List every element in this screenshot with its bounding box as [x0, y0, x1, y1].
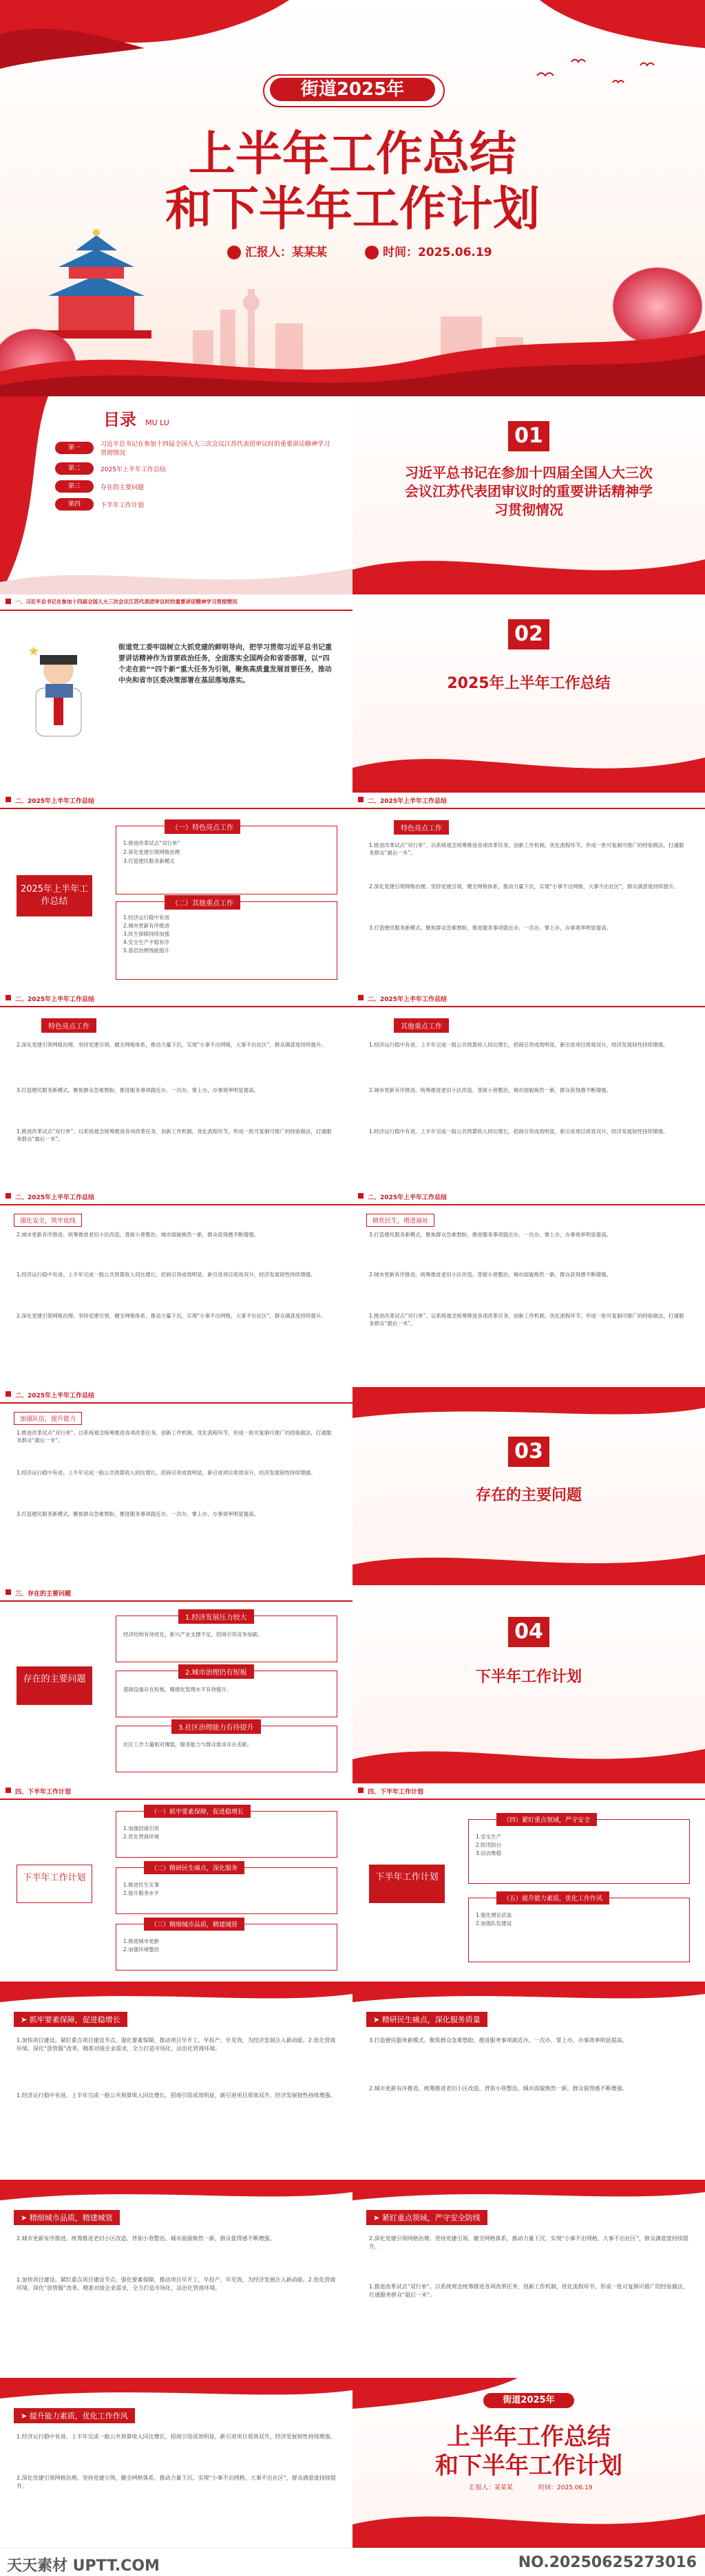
cover-slide — [0, 0, 705, 396]
plan-card-title: （三）精细城市品质，精建城管 — [144, 1918, 244, 1931]
summary-card-2-line: 5.基层治理效能提升 — [123, 947, 170, 954]
section-03-wave — [352, 1544, 705, 1585]
plan-section-title-text: 紧盯重点领域，严守安全防线 — [381, 2213, 481, 2222]
slide-header — [0, 1387, 352, 1404]
feature-para: 1.推进改革试点“双行单”。以系统观念统筹推进各项改革任务，创新工作机制，优化流程环节，形成一批可复制可推广的经验做法，打通服务群众“最后一米”。 — [369, 842, 684, 856]
plan-section-title — [14, 2012, 127, 2027]
summary-card-2-title — [165, 895, 240, 910]
other-para: 2.深化党建引领网格治理。坚持党建引领，健全网格体系，推动力量下沉，实现“小事不出网格，大事不出社区”，群众满意度持续提升。 — [17, 1313, 326, 1319]
other-para: 2.城市更新有序推进。统筹推进老旧小区改造、背街小巷整治，城市面貌焕然一新，群众获得感不断增强。 — [369, 1087, 612, 1093]
feature-para: 2.深化党建引领网格治理。坚持党建引领，健全网格体系，推动力量下沉，实现“小事不出网格，大事不出社区”，群众满意度持续提升。 — [369, 883, 679, 890]
toc-item-label: 2025年上半年工作总结 — [101, 466, 166, 473]
flag-ribbon-left — [0, 0, 289, 76]
section-04-slide — [352, 1585, 705, 1783]
clock-icon — [365, 246, 379, 259]
closing-wave — [352, 2500, 705, 2548]
plan-section-title — [14, 2210, 120, 2225]
slide-header-text: 四、下半年工作计划 — [15, 1789, 72, 1796]
plan-card — [468, 1898, 690, 1962]
plan-para: 1.加快项目建设。紧盯重点项目建设节点，强化要素保障，推动项目早开工、早投产、早见效，为经济发展注入新动能。2.优化营商环境。深化“放管服”改革，精准对接企业需求，全力打造市场化、法治化营商环境。 — [17, 2277, 336, 2291]
summary-card-1 — [116, 826, 337, 894]
toc-item-label: 下半年工作计划 — [101, 502, 145, 509]
summary-card-2-line: 2.城市更新有序推进 — [123, 922, 170, 929]
slide-header — [0, 1189, 352, 1205]
closing-title-line2: 和下半年工作计划 — [435, 2452, 622, 2480]
chevron-icon: ➤ — [21, 2412, 30, 2421]
plan-section-title-text: 精研民生痛点，深化服务质量 — [381, 2015, 481, 2024]
summary-card-1-num: （一） — [171, 824, 192, 832]
section-02-wave — [352, 740, 705, 793]
plan-card-line: 2.加强环境整治 — [123, 1946, 160, 1953]
plan-detail-slide-3 — [0, 2180, 352, 2378]
feature-para: 3.打造便民服务新模式。聚焦群众急难愁盼，推进服务事项就近办、一次办、掌上办，办事效率明显提高。 — [17, 1087, 260, 1093]
other-slide-2 — [0, 1189, 352, 1387]
section-03-slide — [352, 1387, 705, 1585]
toc-item-num: 第四 — [55, 498, 94, 511]
other-para: 1.经济运行稳中有进。上半年完成一般公共预算收入同比增长，招商引资成效明显，新引进项目质效双升，经济发展韧性持续增强。 — [17, 1470, 316, 1476]
reporter-text: 汇报人：某某某 — [245, 246, 327, 259]
toc-slide — [0, 396, 352, 594]
summary-overview-slide — [0, 793, 352, 991]
plan-card-title: （四）紧盯重点领域，严守安全 — [496, 1813, 597, 1826]
problem-card-title: 1.经济发展压力较大 — [178, 1609, 254, 1624]
cover-date — [365, 242, 492, 259]
plan-para: 2.城市更新有序推进。统筹推进老旧小区改造、背街小巷整治，城市面貌焕然一新，群众获得感不断增强。 — [17, 2235, 275, 2242]
problem-card — [116, 1616, 337, 1662]
other-para: 1.经济运行稳中有进。上半年完成一般公共预算收入同比增长，招商引资成效明显，新引进项目质效双升，经济发展韧性持续增强。 — [17, 1271, 316, 1278]
chevron-icon: ➤ — [373, 2213, 382, 2222]
other-slide-3 — [352, 1189, 705, 1387]
plan-detail-slide-1 — [0, 1982, 352, 2180]
other-para: 1.经济运行稳中有进。上半年完成一般公共预算收入同比增长，招商引资成效明显，新引进项目质效双升，经济发展韧性持续增强。 — [369, 1042, 669, 1048]
summary-card-1-line: 3.打造便民服务新模式 — [123, 857, 175, 864]
summary-card-2-line: 4.安全生产平稳有序 — [123, 938, 170, 945]
cover-reporter — [227, 242, 327, 259]
bottom-wave — [0, 316, 705, 396]
plan-card — [116, 1924, 337, 1971]
plan-card-line: 3.信访维稳 — [476, 1849, 502, 1856]
plan-card-line: 2.提升服务水平 — [123, 1889, 160, 1896]
other-para: 3.打造便民服务新模式。聚焦群众急难愁盼，推进服务事项就近办、一次办、掌上办，办事效率明显提高。 — [17, 1511, 260, 1517]
watermark-right: NO.20250625273016 — [518, 2554, 697, 2571]
toc-item-label: 习近平总书记在参加十四届全国人大三次会议江苏代表团审议时的重要讲话精神学习贯彻情况 — [101, 441, 330, 457]
plan-card-line: 1.安全生产 — [476, 1834, 502, 1840]
plan-overview-slide-2 — [352, 1783, 705, 1982]
plan-para: 1.加快项目建设。紧盯重点项目建设节点，强化要素保障，推动项目早开工、早投产、早见效，为经济发展注入新动能。2.优化营商环境。深化“放管服”改革，精准对接企业需求，全力打造市场化、法治化营商环境。 — [17, 2037, 336, 2052]
section-02-number: 02 — [508, 619, 549, 650]
feature-title: 特色亮点工作 — [394, 820, 449, 835]
plan-card-line: 1.推进城市更新 — [123, 1938, 160, 1944]
closing-badge: 街道2025年 — [483, 2393, 574, 2408]
plan-card-line: 1.加强招商引资 — [123, 1825, 160, 1832]
problem-card — [116, 1671, 337, 1717]
summary-card-2-num: （二） — [171, 900, 192, 908]
chevron-icon: ➤ — [21, 2015, 30, 2024]
plan-overview-slide-1 — [0, 1783, 352, 1982]
watermark-footer — [0, 2548, 705, 2576]
other-slide-1 — [352, 991, 705, 1189]
other-para: 2.城市更新有序推进。统筹推进老旧小区改造、背街小巷整治，城市面貌焕然一新，群众获得感不断增强。 — [17, 1232, 260, 1238]
sub-header-tag: 强化安全，筑牢底线 — [14, 1214, 82, 1227]
plan-card-line: 2.防汛防台 — [476, 1841, 502, 1848]
section-03-top-ribbon — [352, 1387, 705, 1428]
plan-para: 2.城市更新有序推进。统筹推进老旧小区改造、背街小巷整治，城市面貌焕然一新，群众获得感不断增强。 — [369, 2085, 628, 2092]
toc-item[interactable] — [55, 498, 330, 511]
toc-list — [55, 439, 330, 516]
plan-card-line: 2.优化营商环境 — [123, 1833, 160, 1840]
sub-header-tag: 做优民生，增进福祉 — [366, 1214, 434, 1227]
plan-card — [116, 1867, 337, 1914]
section-01-number: 01 — [508, 421, 549, 451]
problem-card-title: 3.社区治理能力有待提升 — [171, 1719, 261, 1734]
plan-card-title: （二）精研民生痛点，深化服务 — [144, 1861, 244, 1874]
summary-card-2-line: 3.民生保障持续加强 — [123, 930, 170, 937]
toc-bottom-wave — [0, 555, 352, 594]
feature-title: 特色亮点工作 — [41, 1018, 96, 1033]
toc-item[interactable] — [55, 439, 330, 457]
square-icon — [6, 1788, 11, 1793]
sub-header-tag: 加强队伍，提升能力 — [14, 1412, 82, 1425]
cover-title-line2: 和下半年工作计划 — [165, 182, 540, 237]
plan-para: 2.深化党建引领网格治理。坚持党建引领，健全网格体系，推动力量下沉，实现“小事不出网格，大事不出社区”，群众满意度持续提升。 — [17, 2475, 336, 2489]
chevron-icon: ➤ — [21, 2213, 30, 2222]
top-ribbon — [0, 2180, 352, 2207]
closing-title-line1: 上半年工作总结 — [447, 2423, 611, 2451]
summary-label-box: 2025年上半年工作总结 — [17, 875, 92, 916]
other-para: 3.打造便民服务新模式。聚焦群众急难愁盼，推进服务事项就近办、一次办、掌上办，办事效率明显提高。 — [369, 1232, 612, 1238]
user-icon — [227, 246, 241, 259]
slide-header — [0, 594, 352, 611]
slide-header-text: 二、2025年上半年工作总结 — [368, 798, 448, 805]
slide-header — [0, 793, 352, 809]
plan-section-title — [366, 2012, 487, 2027]
slide-header — [0, 991, 352, 1007]
plan-label: 下半年工作计划 — [369, 1865, 445, 1903]
slide-header-text: 三、存在的主要问题 — [15, 1591, 72, 1598]
top-ribbon — [352, 1982, 705, 2009]
section-04-wave — [352, 1735, 705, 1783]
plan-card — [116, 1811, 337, 1858]
square-icon — [358, 1193, 364, 1199]
section-04-title: 下半年工作计划 — [475, 1668, 582, 1686]
plan-para: 3.打造便民服务新模式。聚焦群众急难愁盼，推进服务事项就近办、一次办、掌上办，办事效率明显提高。 — [369, 2037, 628, 2043]
plan-section-title-text: 提升能力素质，优化工作作风 — [29, 2412, 128, 2421]
problem-card-text: 社区工作力量相对薄弱，服务能力与群众需求存在差距。 — [123, 1741, 253, 1748]
slide-header — [0, 1585, 352, 1602]
problem-card-text: 经济结构有待优化，新兴产业支撑不足，招商引资竞争加剧。 — [123, 1631, 263, 1638]
chevron-icon: ➤ — [373, 2015, 382, 2024]
other-para: 1.推进改革试点“双行单”。以系统观念统筹推进各项改革任务，创新工作机制，优化流程环节，形成一批可复制可推广的经验做法，打通服务群众“最后一米”。 — [17, 1430, 332, 1443]
toc-title-cn: 目录 — [103, 410, 136, 429]
plan-card-title: （五）提升能力素质，优化工作作风 — [496, 1891, 609, 1904]
plan-detail-slide-2 — [352, 1982, 705, 2180]
problem-card-title: 2.城市治理仍有短板 — [178, 1664, 254, 1679]
section-01-wave — [352, 542, 705, 594]
closing-reporter: 汇报人：某某某 — [470, 2484, 514, 2491]
summary-card-2 — [116, 901, 337, 980]
slide-header — [352, 1189, 705, 1205]
slide-header-text: 四、下半年工作计划 — [368, 1789, 424, 1796]
plan-para: 1.推进改革试点“双行单”。以系统观念统筹推进各项改革任务，创新工作机制，优化流程环节，形成一批可复制可推广的经验做法，打通服务群众“最后一米”。 — [369, 2284, 688, 2298]
toc-title-en: MU LU — [145, 418, 169, 427]
square-icon — [358, 797, 364, 802]
problem-card — [116, 1726, 337, 1772]
closing-date: 时间：2025.06.19 — [538, 2484, 593, 2491]
cover-title-line1: 上半年工作总结 — [188, 127, 516, 182]
feature-slide-1 — [352, 793, 705, 991]
plan-detail-slide-5 — [0, 2378, 352, 2548]
cover-badge-label: 街道2025年 — [270, 78, 435, 101]
plan-section-title-text: 抓牢要素保障，促进稳增长 — [29, 2015, 120, 2024]
slide-header — [352, 991, 705, 1007]
problem-card-text: 基础设施存在短板，精细化管理水平有待提升。 — [123, 1686, 232, 1693]
slide-header-text: 二、2025年上半年工作总结 — [15, 798, 95, 805]
slide-header-text: 二、2025年上半年工作总结 — [15, 996, 95, 1003]
study-body: 街道党工委牢固树立大抓党建的鲜明导向，把学习贯彻习近平总书记重要讲话精神作为首要政治任务，全面落实全国两会和省委部署，以“四个走在前”“四个新”重大任务为引领，聚焦高质量发展首要任务，推动中央和省市区委决策部署在基层落地落实。 — [118, 644, 332, 685]
plan-label: 下半年工作计划 — [17, 1865, 92, 1903]
feature-slide-2 — [0, 991, 352, 1189]
plan-section-title — [14, 2408, 135, 2423]
feature-para: 3.打造便民服务新模式。聚焦群众急难愁盼，推进服务事项就近办、一次办、掌上办，办事效率明显提高。 — [369, 925, 612, 931]
summary-card-1-text: 特色亮点工作 — [192, 824, 233, 832]
other-para: 1.经济运行稳中有进。上半年完成一般公共预算收入同比增长，招商引资成效明显，新引进项目质效双升，经济发展韧性持续增强。 — [369, 1128, 669, 1135]
toc-item-num: 第二 — [55, 462, 94, 475]
square-icon — [6, 1589, 11, 1595]
plan-card — [468, 1819, 690, 1884]
square-icon — [6, 1391, 11, 1397]
summary-card-1-line: 2.深化党建引领网格治理 — [123, 848, 180, 855]
summary-card-2-line: 1.经济运行稳中有进 — [123, 914, 170, 921]
square-icon — [6, 995, 11, 1000]
other-title: 其他重点工作 — [394, 1018, 449, 1033]
star-icon: ★ — [28, 643, 40, 659]
square-icon — [6, 1193, 11, 1199]
plan-section-title — [366, 2210, 487, 2225]
slide-header — [352, 1783, 705, 1800]
section-02-title: 2025年上半年工作总结 — [447, 675, 611, 692]
slide-header-text: 二、2025年上半年工作总结 — [15, 1393, 95, 1399]
top-ribbon — [0, 1982, 352, 2009]
plan-card-line: 1.推进民生实事 — [123, 1882, 160, 1888]
toc-item[interactable] — [55, 480, 330, 493]
study-slide — [0, 594, 352, 793]
plan-detail-slide-4 — [352, 2180, 705, 2378]
slide-header-text: 二、2025年上半年工作总结 — [368, 1194, 448, 1201]
summary-card-2-text: 其他重点工作 — [192, 900, 233, 908]
plan-card-line: 1.强化理论武装 — [476, 1912, 512, 1918]
section-02-slide — [352, 594, 705, 793]
square-icon — [6, 797, 11, 802]
feature-para: 2.深化党建引领网格治理。坚持党建引领，健全网格体系，推动力量下沉，实现“小事不出网格，大事不出社区”，群众满意度持续提升。 — [17, 1042, 326, 1048]
slide-header-text: 二、2025年上半年工作总结 — [15, 1194, 95, 1201]
date-text: 时间：2025.06.19 — [383, 246, 492, 259]
feature-para: 1.推进改革试点“双行单”。以系统观念统筹推进各项改革任务，创新工作机制，优化流程环节，形成一批可复制可推广的经验做法，打通服务群众“最后一米”。 — [17, 1128, 332, 1142]
slide-header-text: 二、2025年上半年工作总结 — [368, 996, 448, 1003]
closing-slide — [352, 2378, 705, 2548]
section-03-title: 存在的主要问题 — [475, 1487, 582, 1504]
toc-item-num: 第一 — [55, 442, 94, 454]
section-03-number: 03 — [508, 1437, 549, 1467]
other-para: 1.推进改革试点“双行单”。以系统观念统筹推进各项改革任务，创新工作机制，优化流程环节，形成一批可复制可推广的经验做法，打通服务群众“最后一米”。 — [369, 1313, 684, 1327]
plan-para: 1.经济运行稳中有进。上半年完成一般公共预算收入同比增长，招商引资成效明显，新引进项目质效双升，经济发展韧性持续增强。 — [17, 2092, 336, 2099]
section-04-number: 04 — [508, 1617, 549, 1647]
toc-item[interactable] — [55, 462, 330, 475]
problem-label-box: 存在的主要问题 — [17, 1666, 92, 1705]
plan-section-title-text: 精细城市品质，精建城管 — [29, 2213, 113, 2222]
square-icon — [6, 599, 11, 604]
plan-card-line: 2.加强队伍建设 — [476, 1920, 512, 1926]
summary-card-1-line: 1.推进改革试点“双行单” — [123, 840, 180, 846]
other-para: 2.城市更新有序推进。统筹推进老旧小区改造、背街小巷整治，城市面貌焕然一新，群众获得感不断增强。 — [369, 1271, 612, 1278]
birds-decoration — [530, 48, 668, 103]
toc-item-label: 存在的主要问题 — [101, 484, 145, 491]
summary-card-1-title — [165, 819, 240, 834]
slide-header-text: 一、习近平总书记在参加十四届全国人大三次会议江苏代表团审议时的重要讲话精神学习贯彻情况 — [15, 599, 238, 605]
top-ribbon — [0, 2378, 352, 2405]
toc-item-num: 第三 — [55, 480, 94, 493]
toc-title — [103, 406, 169, 430]
square-icon — [358, 995, 364, 1000]
slide-header — [0, 1783, 352, 1800]
slide-header — [352, 793, 705, 809]
other-slide-4 — [0, 1387, 352, 1585]
section-01-slide — [352, 396, 705, 594]
problems-slide — [0, 1585, 352, 1783]
plan-para: 2.深化党建引领网格治理。坚持党建引领，健全网格体系，推动力量下沉，实现“小事不出网格，大事不出社区”，群众满意度持续提升。 — [369, 2235, 688, 2250]
watermark-left: 天天素材 UPTT.COM — [7, 2557, 160, 2575]
section-01-title: 习近平总书记在参加十四届全国人大三次会议江苏代表团审议时的重要讲话精神学习贯彻情况 — [405, 464, 653, 518]
plan-para: 1.经济运行稳中有进。上半年完成一般公共预算收入同比增长，招商引资成效明显，新引进项目质效双升，经济发展韧性持续增强。 — [17, 2434, 336, 2440]
plan-card-title: （一）抓牢要素保障，促进稳增长 — [144, 1805, 251, 1818]
top-ribbon — [352, 2180, 705, 2207]
square-icon — [358, 1788, 364, 1793]
